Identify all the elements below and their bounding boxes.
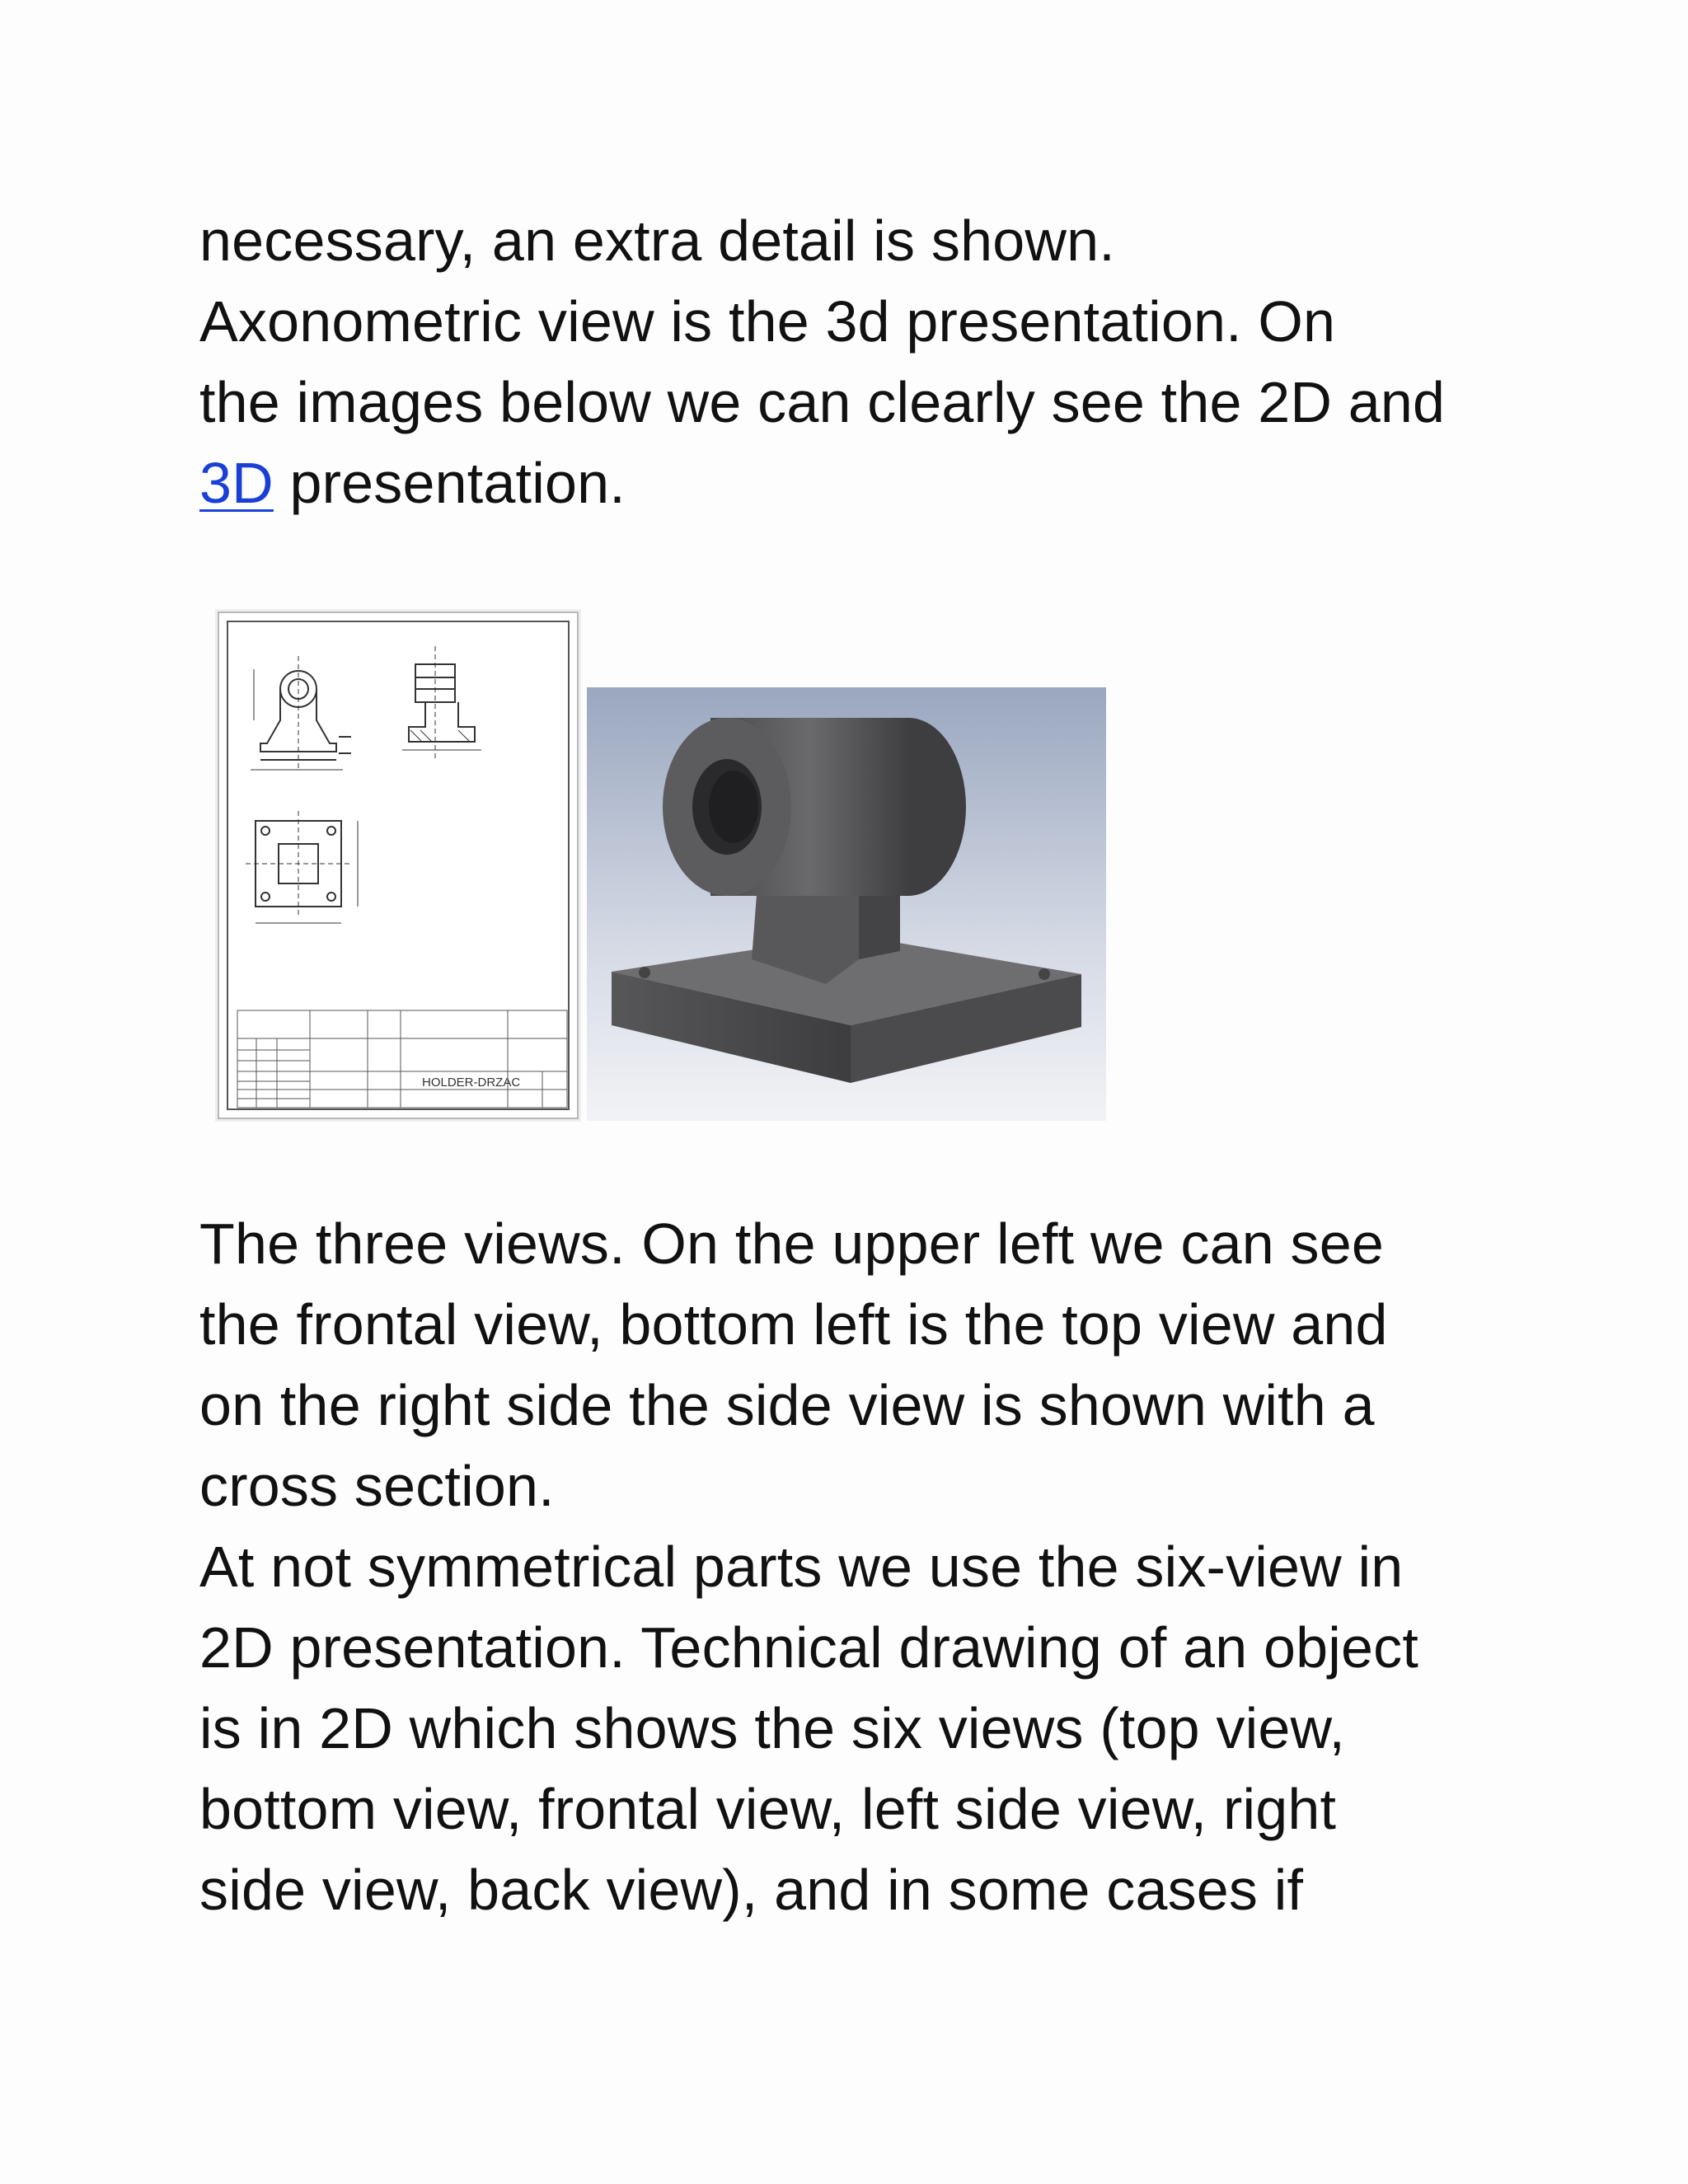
paragraph-bottom <box>199 1203 1551 1930</box>
text-line: is in 2D which shows the six views (top view, <box>199 1696 1346 1760</box>
text-line: The three views. On the upper left we can see <box>199 1212 1384 1276</box>
top-view-drawing <box>246 811 358 923</box>
text-line: the frontal view, bottom left is the top view and <box>199 1292 1388 1357</box>
title-block <box>237 1010 567 1108</box>
text-line: At not symmetrical parts we use the six-view in <box>199 1535 1404 1599</box>
3d-render-image <box>587 687 1106 1121</box>
drawing-title: HOLDER-DRZAC <box>422 1076 521 1090</box>
technical-drawing-image <box>218 612 579 1119</box>
side-section-drawing <box>402 646 481 762</box>
text-line: 2D presentation. Technical drawing of an object <box>199 1615 1419 1680</box>
3d-render-svg <box>587 687 1106 1121</box>
text-line: side view, back view), and in some cases if <box>199 1858 1304 1922</box>
text-line: necessary, an extra detail is shown. <box>199 209 1115 273</box>
text-line: on the right side the side view is shown with a <box>199 1373 1375 1437</box>
text-line: cross section. <box>199 1454 555 1518</box>
text-line: the images below we can clearly see the 2D and <box>199 370 1446 434</box>
front-view-drawing <box>251 656 351 770</box>
text-line: Axonometric view is the 3d presentation. On <box>199 289 1336 354</box>
3d-link[interactable]: 3D <box>199 451 274 515</box>
technical-drawing-svg <box>219 613 577 1118</box>
text-line <box>199 443 1551 523</box>
paragraph-top <box>199 200 1551 523</box>
text-line-rest: presentation. <box>273 451 626 515</box>
text-line: bottom view, frontal view, left side view, right <box>199 1777 1337 1841</box>
